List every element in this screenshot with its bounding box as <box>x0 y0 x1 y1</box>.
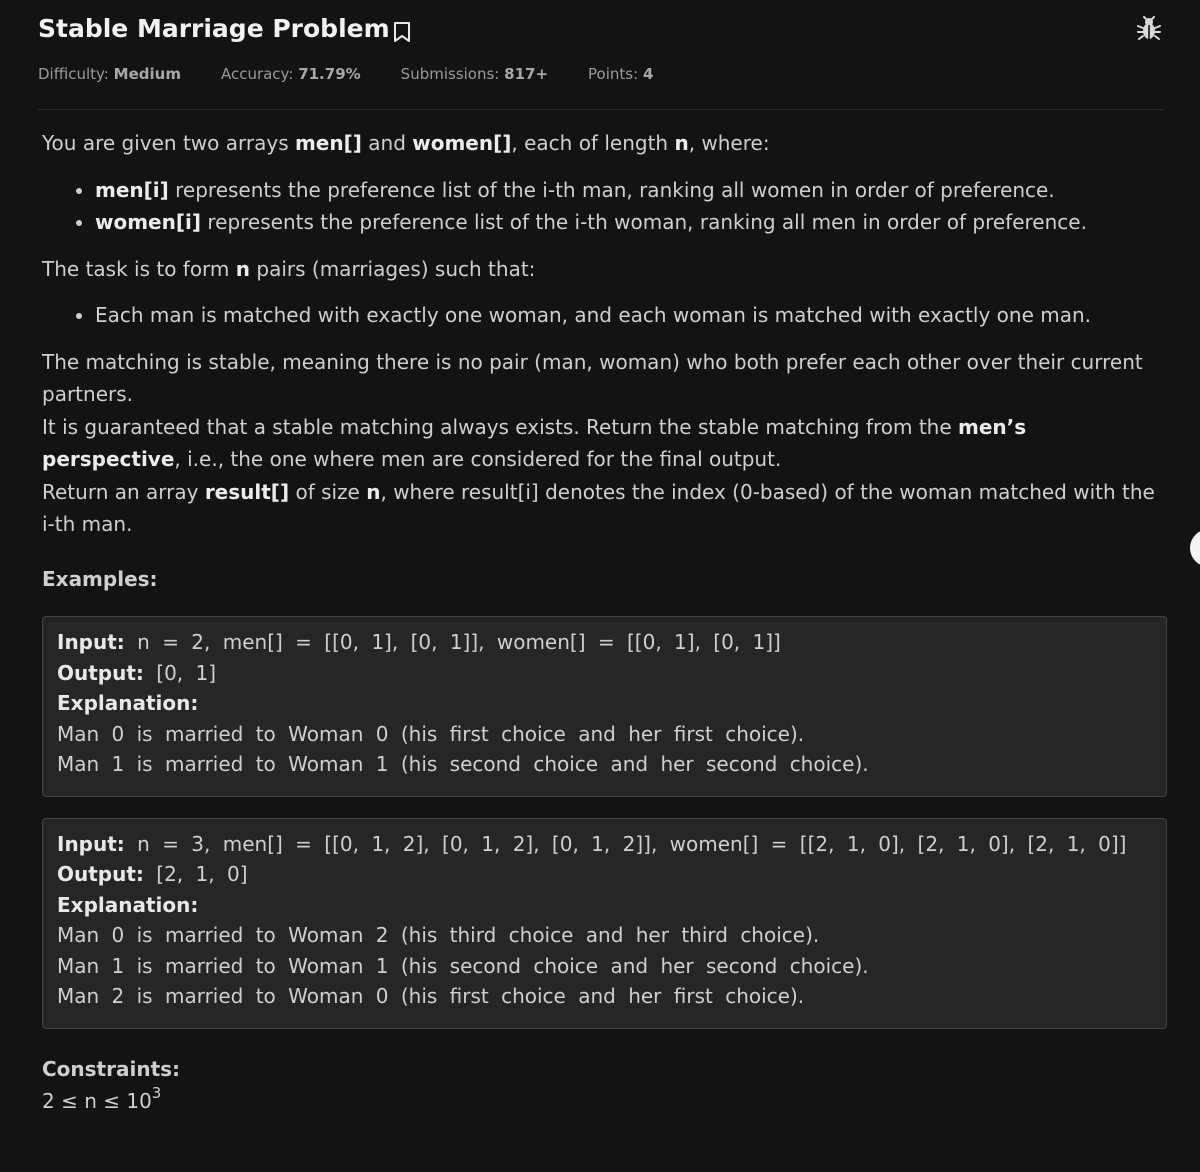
page-title-text: Stable Marriage Problem <box>38 14 390 43</box>
explanation-line: Man 0 is married to Woman 2 (his third choice and her third choice). <box>57 923 820 947</box>
example-output: Output: [2, 1, 0] <box>57 862 248 886</box>
example-explanation-label: Explanation: <box>57 892 199 917</box>
example-input: Input: n = 3, men[] = [[0, 1, 2], [0, 1, 2], [0, 1, 2]], women[] = [[2, 1, 0], [2, 1, 0], [2, 1, 0]] <box>57 831 1127 856</box>
explanation-line: Man 0 is married to Woman 0 (his first choice and her first choice). <box>57 721 805 746</box>
constraint-line: $2 \le n \le 10^3$ <box>42 1084 162 1113</box>
array-definitions-list <box>42 174 1167 239</box>
list-item: • women[i] represents the preference list of the i-th woman, ranking all men in order of preference. <box>95 206 1167 239</box>
task-paragraph: The task is to form n pairs (marriages) such that: <box>42 256 536 281</box>
bookmark-icon[interactable] <box>393 18 411 40</box>
accuracy: Accuracy: 71.79% <box>220 65 361 83</box>
example-output: Output: [0, 1] <box>57 660 217 685</box>
stability-paragraph: The matching is stable, meaning there is no pair (man, woman) who both prefer each other over their current partners. <box>42 349 1143 406</box>
list-item: • men[i] represents the preference list of the i-th man, ranking all women in order of preference. <box>95 174 1167 207</box>
example-box-1 <box>42 616 1167 797</box>
return-paragraph: Return an array result[] of size n, where result[i] denotes the index (0-based) of the woman matched with the i-th man. <box>42 479 1155 536</box>
explanation-line: Man 2 is married to Woman 0 (his first choice and her first choice). <box>57 984 805 1008</box>
example-box-2 <box>42 818 1167 1029</box>
difficulty: Difficulty: Medium <box>38 65 181 83</box>
submissions: Submissions: 817+ <box>400 65 549 83</box>
scroll-handle[interactable] <box>1190 529 1200 567</box>
explanation-line: Man 1 is married to Woman 1 (his second choice and her second choice). <box>57 752 869 776</box>
examples-heading: Examples: <box>42 566 158 591</box>
bug-icon[interactable] <box>1136 16 1162 42</box>
intro-paragraph: You are given two arrays men[] and women[], each of length n, where: <box>42 131 770 155</box>
list-item: • Each man is matched with exactly one woman, and each woman is matched with exactly one man. <box>95 299 1167 332</box>
header-divider <box>38 109 1165 110</box>
points: Points: 4 <box>588 65 654 83</box>
explanation-line: Man 1 is married to Woman 1 (his second choice and her second choice). <box>57 953 869 978</box>
constraints-heading: Constraints: <box>42 1056 181 1081</box>
guarantee-paragraph: It is guaranteed that a stable matching always exists. Return the stable matching from the men’s perspective, i.e., the one where men are considered for the final output. <box>42 414 1027 471</box>
problem-description <box>42 127 1167 1118</box>
task-conditions-list <box>42 299 1167 332</box>
problem-header <box>0 0 1200 110</box>
example-input: Input: n = 2, men[] = [[0, 1], [0, 1]], women[] = [[0, 1], [0, 1]] <box>57 630 781 654</box>
example-explanation-label: Explanation: <box>57 691 199 715</box>
problem-meta <box>38 62 653 86</box>
page-title <box>38 12 411 46</box>
